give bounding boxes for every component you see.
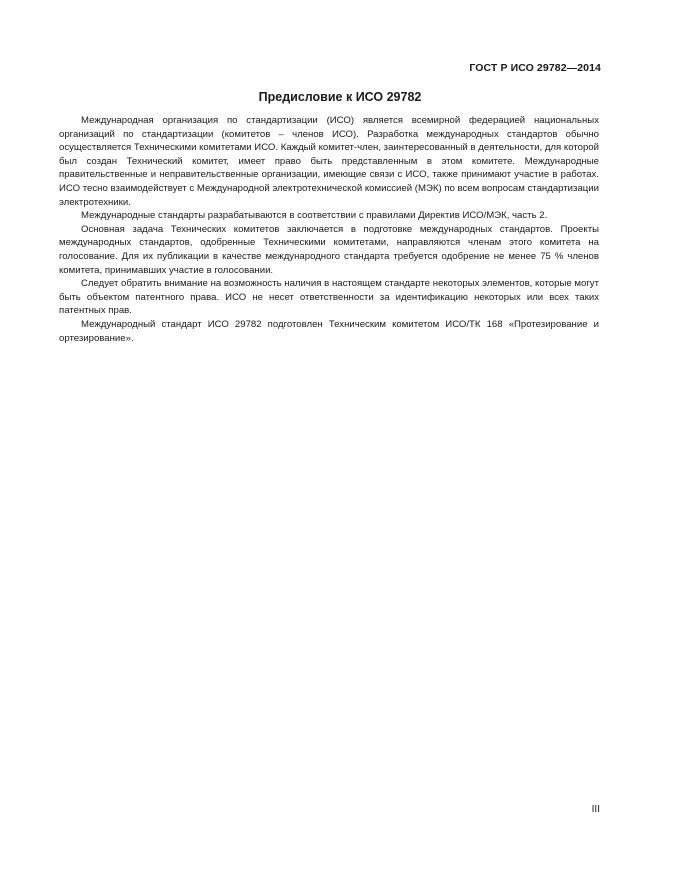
page-title: Предисловие к ИСО 29782 xyxy=(258,90,422,104)
paragraph-iso-organization: Международная организация по стандартизации (ИСО) является всемирной федерацией национальных организаций по стандартизации (комитетов – членов ИСО). Разработка международных стандартов обычно осуществляется Техническими комитетами ИСО. Каждый комитет-член, заинтересованный в деятельности, для которой был создан Технический комитет, имеет право быть представленным в этом комитете. Международные правительственные и неправительственные организации, имеющие связи с ИСО, также принимают участие в работах. ИСО тесно взаимодействует с Международной электротехнической комиссией (МЭК) по всем вопросам стандартизации электротехники. xyxy=(59,115,599,208)
document-body xyxy=(59,114,599,345)
paragraph-patent-rights: Следует обратить внимание на возможность наличия в настоящем стандарте некоторых элементов, которые могут быть объектом патентного права. ИСО не несет ответственности за идентификацию некоторых или всех таких патентных прав. xyxy=(59,278,599,317)
paragraph-directives: Международные стандарты разрабатываются в соответствии с правилами Директив ИСО/МЭК, часть 2. xyxy=(81,210,548,222)
document-code: ГОСТ Р ИСО 29782—2014 xyxy=(469,62,601,74)
page-number: III xyxy=(591,804,600,815)
paragraph-committee-task: Основная задача Технических комитетов заключается в подготовке международных стандартов. Проекты международных стандартов, одобренные Техническими комитетами, направляются членам этого комитета на голосование. Для их публикации в качестве международного стандарта требуется одобрение не менее 75 % членов комитета, принимавших участие в голосовании. xyxy=(59,223,599,276)
paragraph-prepared-by: Международный стандарт ИСО 29782 подготовлен Техническим комитетом ИСО/ТК 168 «Протезирование и ортезирование». xyxy=(59,318,599,344)
